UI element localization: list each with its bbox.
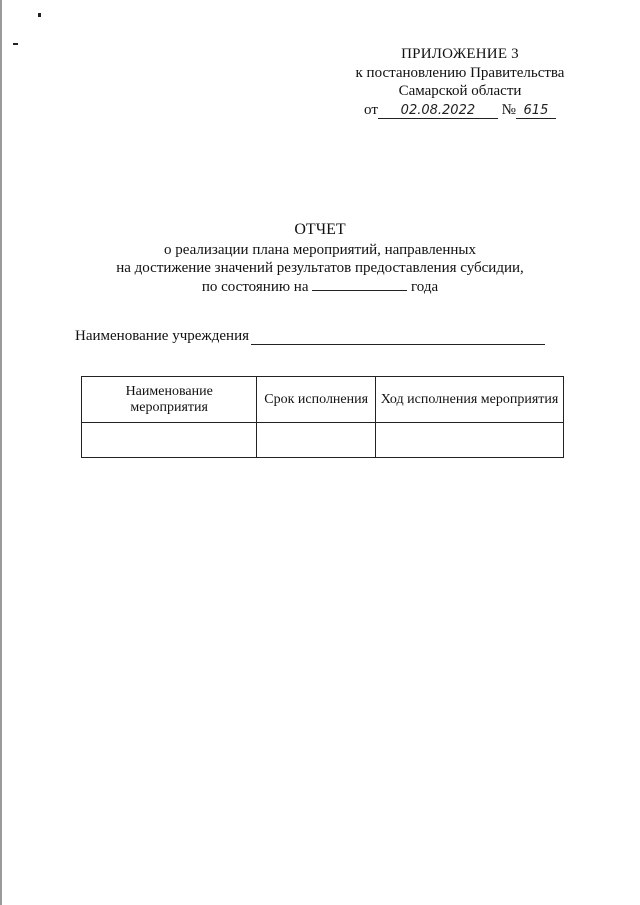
report-line-1: о реализации плана мероприятий, направленных	[164, 241, 476, 258]
number-prefix: №	[501, 101, 516, 118]
report-title-block	[100, 221, 540, 296]
appendix-date-row	[330, 101, 590, 120]
institution-name-field[interactable]	[251, 330, 545, 345]
cell-event-name[interactable]	[82, 423, 257, 458]
header-progress: Ход исполнения мероприятия	[376, 377, 564, 423]
table-row	[82, 423, 564, 458]
report-line-3	[100, 278, 540, 297]
date-value: 02.08.2022	[378, 104, 498, 119]
institution-row	[75, 327, 545, 345]
table-header-row	[82, 377, 564, 423]
cell-deadline[interactable]	[257, 423, 376, 458]
appendix-line-2: Самарской области	[398, 83, 522, 99]
header-event-name: Наименование мероприятия	[82, 377, 257, 423]
cell-progress[interactable]	[376, 423, 564, 458]
scan-speck	[38, 13, 41, 17]
header-deadline: Срок исполнения	[257, 377, 376, 423]
events-table	[81, 376, 564, 458]
scan-speck	[13, 43, 18, 45]
number-value: 615	[516, 104, 556, 119]
as-of-prefix: по состоянию на	[201, 278, 309, 295]
appendix-line-1: к постановлению Правительства	[355, 64, 565, 81]
institution-label: Наименование учреждения	[75, 328, 250, 344]
date-prefix: от	[364, 101, 378, 118]
report-line-2: на достижение значений результатов предоставления субсидии,	[116, 260, 524, 276]
as-of-suffix: года	[411, 278, 439, 295]
scan-edge	[0, 0, 2, 905]
appendix-block	[330, 45, 590, 119]
report-heading: ОТЧЕТ	[294, 221, 346, 238]
appendix-title: ПРИЛОЖЕНИЕ 3	[401, 46, 519, 62]
as-of-date-field[interactable]	[312, 278, 407, 291]
